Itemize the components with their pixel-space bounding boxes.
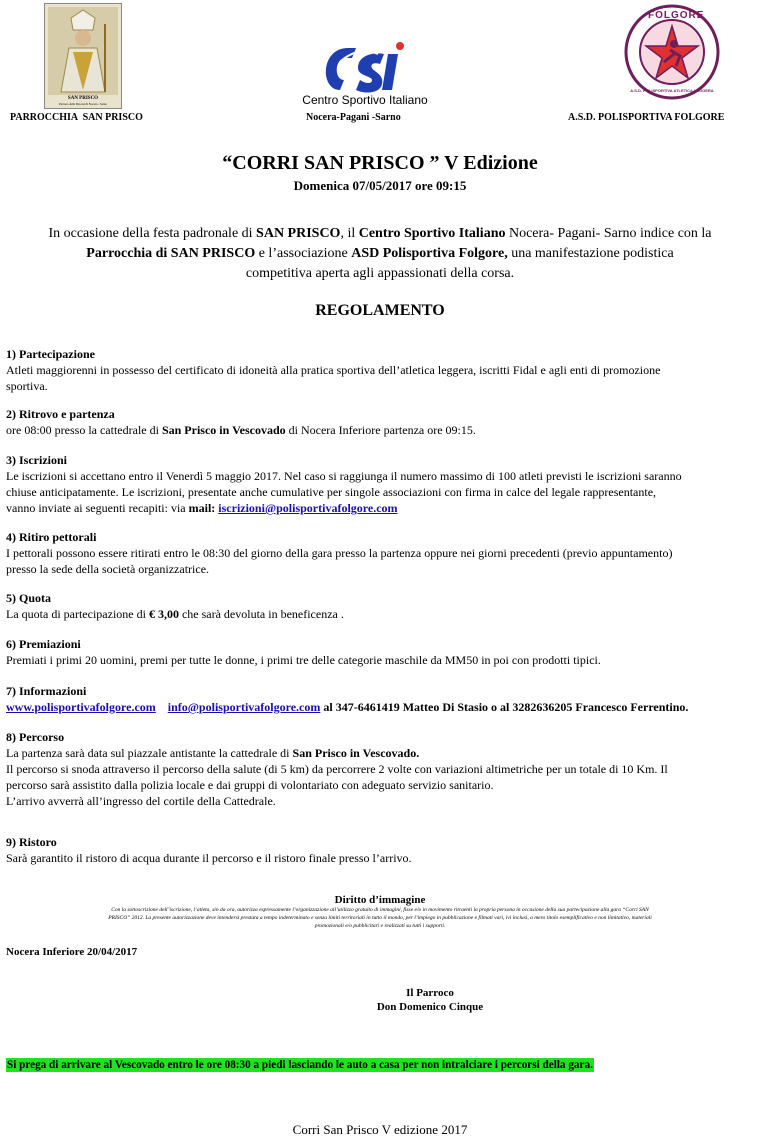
saint-icon — [45, 4, 121, 108]
header-center-label: Nocera-Pagani -Sarno — [306, 112, 401, 123]
section-premiazioni: 6) Premiazioni Premiati i primi 20 uomini, premi per tutte le donne, i primi tre delle categorie maschile da MM50 in poi con prodotti tipici. — [6, 637, 601, 667]
header-left-label: PARROCCHIA SAN PRISCO — [10, 112, 143, 123]
section-percorso: 8) Percorso La partenza sarà data sul piazzale antistante la cattedrale di San Prisco in Vescovado. Il percorso si snoda attraverso il percorso della salute (di 5 km) da percorrere 2 volte con variazioni altimetriche per un totale di 10 Km. Il percorso sarà assistito dalla polizia locale e dai gruppi di volontariato con adeguato servizio sanitario. L’arrivo avverrà all’ingresso del cortile della Cattedrale. — [6, 730, 668, 808]
arrival-notice: Si prega di arrivare al Vescovado entro le ore 08:30 a piedi lasciando le auto a casa per non intralciare i percorsi della gara. — [7, 1059, 593, 1071]
iscrizioni-email-link[interactable]: iscrizioni@polisportivafolgore.com — [218, 501, 398, 515]
page-title: “CORRI SAN PRISCO ” V Edizione — [222, 152, 538, 174]
info-email-link[interactable]: info@polisportivafolgore.com — [167, 700, 321, 714]
event-date: Domenica 07/05/2017 ore 09:15 — [293, 178, 467, 193]
intro-paragraph — [10, 224, 750, 284]
signature-name: Don Domenico Cinque — [376, 1001, 484, 1013]
signature-role: Il Parroco — [406, 987, 454, 999]
page-footer: Corri San Prisco V edizione 2017 — [292, 1122, 468, 1137]
saint-image — [44, 3, 122, 109]
header-right-label: A.S.D. POLISPORTIVA FOLGORE — [568, 112, 725, 123]
saint-subcaption: Patrono della Diocesi di Nocera - Sarno — [59, 102, 107, 106]
section-iscrizioni: 3) Iscrizioni Le iscrizioni si accettano entro il Venerdì 5 maggio 2017. Nel caso si raggiunga il numero massimo di 100 atleti previsti le iscrizioni saranno chiuse anticipatamente. Le iscrizioni, presentate anche cumulative per singole associazioni con firma in calce del legale rappresentante, vanno inviate ai seguenti recapiti: via mail: iscrizioni@polisportivafolgore.com — [6, 453, 682, 515]
intro-line-3: competitiva aperta agli appassionati della corsa. — [245, 266, 515, 281]
section-ritrovo: 2) Ritrovo e partenza ore 08:00 presso la cattedrale di San Prisco in Vescovado di Nocera Inferiore partenza ore 09:15. — [6, 407, 476, 437]
csi-logo-icon — [300, 40, 430, 96]
regolamento-heading: REGOLAMENTO — [315, 302, 445, 319]
section-quota: 5) Quota La quota di partecipazione di € 3,00 che sarà devoluta in beneficenza . — [6, 591, 344, 621]
folgore-top-text: FOLGORE — [648, 10, 705, 21]
diritto-title: Diritto d’immagine — [334, 894, 426, 906]
folgore-logo — [624, 4, 720, 100]
folgore-ring-text: A.S.D. POLISPORTIVA ATLETICA LEGGERA — [630, 88, 714, 93]
csi-logo — [300, 40, 430, 110]
section-informazioni: 7) Informazioni www.polisportivafolgore.com info@polisportivafolgore.com al 347-6461419 Matteo Di Stasio o al 3282636205 Francesco Ferrentino. — [6, 684, 689, 714]
section-ristoro: 9) Ristoro Sarà garantito il ristoro di acqua durante il percorso e il ristoro finale presso l’arrivo. — [6, 835, 412, 865]
section-partecipazione: 1) Partecipazione Atleti maggiorenni in possesso del certificato di idoneità alla pratica sportiva dell’atletica leggera, iscritti Fidal e agli enti di promozione sportiva. — [6, 347, 661, 393]
section-ritiro-pettorali: 4) Ritiro pettorali I pettorali possono essere ritirati entro le 08:30 del giorno della gara presso la partenza oppure nei giorni precedenti (previo appuntamento) presso la sede della società organizzatrice. — [6, 530, 673, 576]
website-link[interactable]: www.polisportivafolgore.com — [6, 700, 156, 714]
diritto-text: Con la sottoscrizione dell’iscrizione, l’atleta, sin da ora, autorizza espressamente l’organizzazione all’utilizzo gratuito di immagini, fisse e/o in movimento ritraenti la propria persona in occasione della sua partecipazione alla gara “Corri SAN PRISCO” 2012. La presente autorizzazione deve intendersi prestata a tempo indeterminato e senza limiti territoriali in tutto il mondo, per l’impiego in pubblicazione e filmati vari, ivi inclusi, a mero titolo esemplificativo e non limitativo, materiali promozionali e/o pubblicitari e realizzati su tutti i supporti. — [108, 907, 652, 929]
place-date: Nocera Inferiore 20/04/2017 — [6, 946, 138, 958]
csi-name: Centro Sportivo Italiano — [302, 93, 428, 107]
intro-line-2: Parrocchia di SAN PRISCO e l’associazione ASD Polisportiva Folgore, una manifestazione podistica — [86, 246, 674, 261]
saint-caption: SAN PRISCO — [67, 96, 99, 101]
intro-line-1: In occasione della festa padronale di SAN PRISCO, il Centro Sportivo Italiano Nocera- Pagani- Sarno indice con la — [48, 226, 712, 241]
